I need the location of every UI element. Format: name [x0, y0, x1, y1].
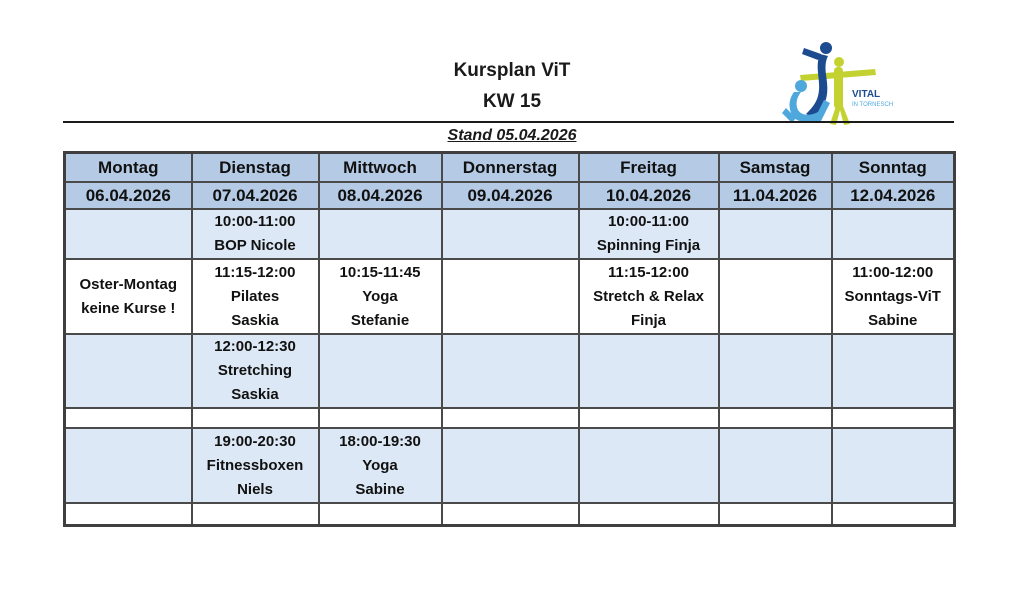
day-header-cell: Dienstag	[192, 153, 319, 183]
date-header-cell: 06.04.2026	[65, 182, 192, 209]
date-header-cell: 12.04.2026	[832, 182, 955, 209]
course-cell	[65, 408, 192, 428]
vital-logo	[780, 34, 910, 128]
cell-line: 10:15-11:45	[339, 263, 421, 281]
week-label: KW 15	[482, 91, 542, 112]
cell-line: Stefanie	[350, 311, 410, 329]
course-cell	[319, 408, 442, 428]
course-cell	[579, 503, 719, 525]
course-cell	[65, 334, 192, 408]
date-header-cell: 10.04.2026	[579, 182, 719, 209]
course-cell	[832, 259, 955, 334]
cell-line: Spinning Finja	[596, 237, 701, 254]
course-cell	[719, 503, 832, 525]
cell-line: Finja	[630, 311, 666, 329]
course-cell	[719, 209, 832, 259]
course-cell	[319, 334, 442, 408]
course-cell	[192, 428, 319, 503]
cell-line: Stretch & Relax	[593, 287, 704, 305]
course-cell	[65, 428, 192, 503]
course-cell	[319, 209, 442, 259]
logo-text-primary: VITAL	[852, 89, 881, 100]
course-cell	[192, 334, 319, 408]
cell-line: Yoga	[362, 287, 398, 305]
cell-line: Stretching	[217, 362, 293, 379]
course-cell	[442, 209, 579, 259]
course-cell	[192, 209, 319, 259]
vital-logo-graphic	[780, 34, 910, 128]
day-header-cell: Donnerstag	[442, 153, 579, 183]
date-header-row	[65, 182, 955, 209]
cell-line: Saskia	[231, 311, 279, 329]
course-cell	[719, 408, 832, 428]
cell-line: 11:15-12:00	[608, 263, 689, 281]
stand-line	[0, 127, 1024, 145]
cell-line: 18:00-19:30	[339, 432, 421, 450]
cell-line: Oster-Montag	[79, 275, 177, 293]
page-title: Kursplan ViT	[453, 60, 571, 81]
date-header-cell: 11.04.2026	[719, 182, 832, 209]
date-header-cell: 07.04.2026	[192, 182, 319, 209]
course-cell	[719, 334, 832, 408]
course-cell	[442, 408, 579, 428]
cell-line: Sonntags-ViT	[844, 287, 941, 305]
course-cell	[319, 503, 442, 525]
course-cell	[832, 503, 955, 525]
cell-line: 19:00-20:30	[214, 432, 296, 450]
course-cell	[832, 209, 955, 259]
course-cell	[192, 503, 319, 525]
course-cell	[442, 428, 579, 503]
table-row	[65, 428, 955, 503]
table-row	[65, 334, 955, 408]
cell-line: 10:00-11:00	[214, 213, 296, 230]
course-cell	[719, 428, 832, 503]
cell-line: Fitnessboxen	[206, 456, 304, 474]
course-cell	[832, 334, 955, 408]
table-row	[65, 259, 955, 334]
cell-line: 12:00-12:30	[214, 338, 296, 355]
cell-line: Niels	[237, 480, 273, 498]
course-cell	[832, 428, 955, 503]
course-cell	[192, 408, 319, 428]
day-header-row	[65, 153, 955, 183]
course-cell	[579, 428, 719, 503]
cell-line: Sabine	[868, 311, 918, 329]
course-cell	[832, 408, 955, 428]
table-row	[65, 209, 955, 259]
stand-date: Stand 05.04.2026	[447, 127, 577, 144]
table-row	[65, 408, 955, 428]
course-cell	[442, 503, 579, 525]
date-header-cell: 08.04.2026	[319, 182, 442, 209]
table-row	[65, 503, 955, 525]
course-cell	[579, 334, 719, 408]
cell-line: 11:15-12:00	[214, 263, 296, 281]
course-cell	[319, 428, 442, 503]
day-header-cell: Freitag	[579, 153, 719, 183]
course-cell	[442, 259, 579, 334]
day-header-cell: Montag	[65, 153, 192, 183]
cell-line: Sabine	[355, 480, 405, 498]
course-cell	[579, 408, 719, 428]
cell-line: keine Kurse !	[81, 299, 176, 317]
cell-line: 10:00-11:00	[608, 213, 689, 230]
course-cell	[65, 503, 192, 525]
horizontal-rule	[63, 121, 954, 123]
cell-line: Saskia	[231, 386, 279, 403]
logo-text-secondary: IN TORNESCH	[852, 102, 894, 108]
course-cell	[192, 259, 319, 334]
day-header-cell: Sonntag	[832, 153, 955, 183]
day-header-cell: Samstag	[719, 153, 832, 183]
cell-line: Yoga	[362, 456, 398, 474]
course-cell	[579, 259, 719, 334]
course-cell	[719, 259, 832, 334]
date-header-cell: 09.04.2026	[442, 182, 579, 209]
course-cell	[319, 259, 442, 334]
day-header-cell: Mittwoch	[319, 153, 442, 183]
cell-line: Pilates	[230, 287, 280, 305]
cell-line: 11:00-12:00	[852, 263, 934, 281]
course-cell	[65, 209, 192, 259]
course-cell	[579, 209, 719, 259]
course-cell	[442, 334, 579, 408]
cell-line: BOP Nicole	[214, 237, 296, 254]
course-table-wrap	[63, 151, 956, 527]
course-table	[63, 151, 956, 527]
course-cell	[65, 259, 192, 334]
